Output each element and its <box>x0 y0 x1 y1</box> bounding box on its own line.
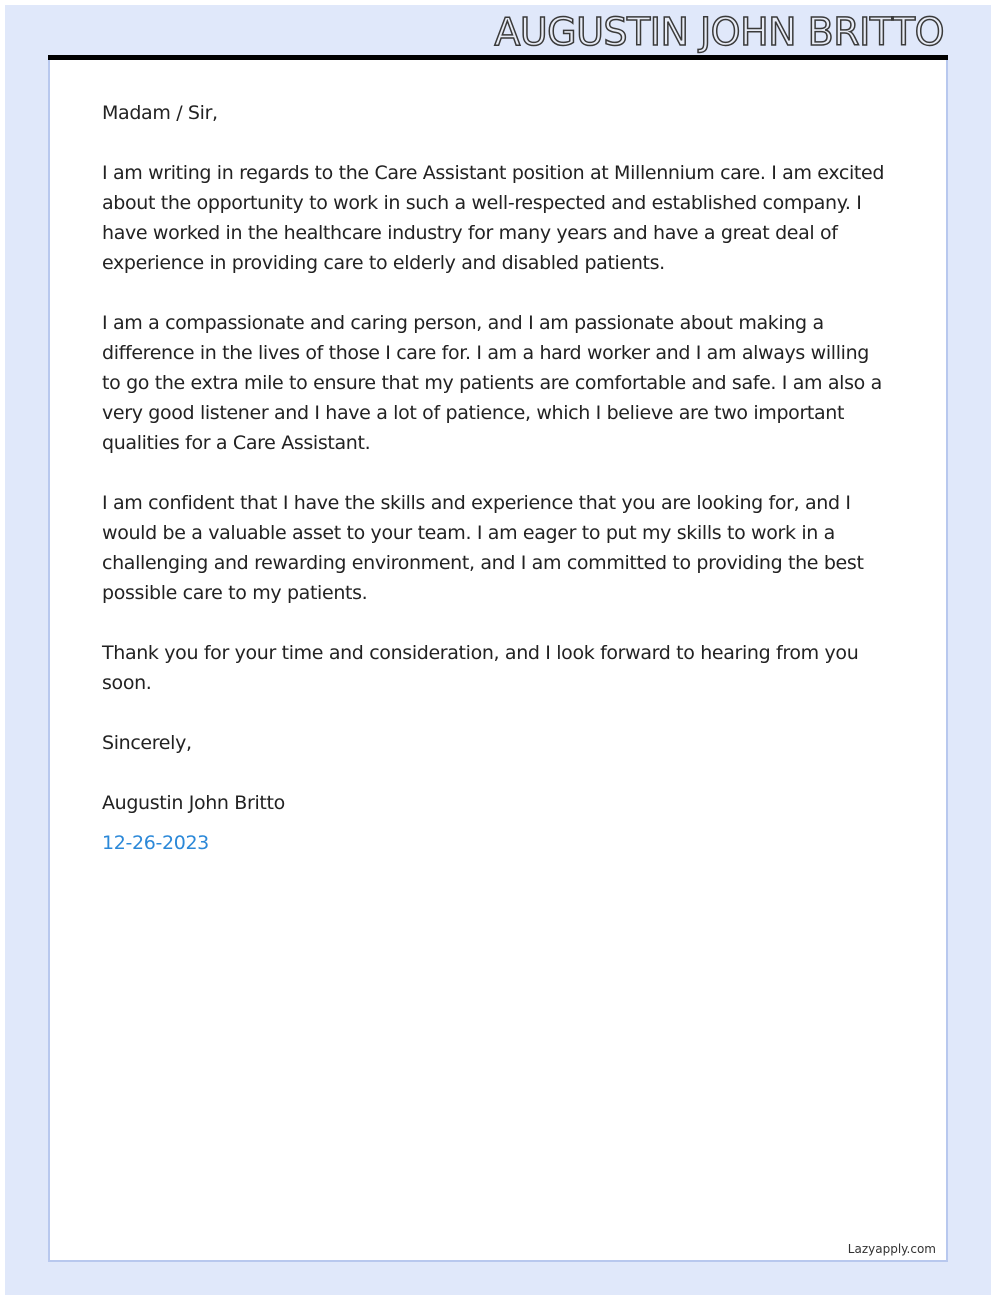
letter-date: 12-26-2023 <box>102 832 209 854</box>
paragraph-4: Thank you for your time and consideration, and I look forward to hearing from you soon. <box>102 642 859 694</box>
paragraph-2: I am a compassionate and caring person, and I am passionate about making a difference in the lives of those I care for. I am a hard worker and I am always willing to go the extra mile to ensure that my patients are comfortable and safe. I am also a very good listener and I have a lot of patience, which I believe are two important qualities for a Care Assistant. <box>102 312 882 454</box>
salutation: Madam / Sir, <box>102 102 218 124</box>
paragraph-3: I am confident that I have the skills and experience that you are looking for, and I would be a valuable asset to your team. I am eager to put my skills to work in a challenging and rewarding environment, and I am committed to providing the best possible care to my patients. <box>102 492 864 604</box>
letter-body <box>102 98 892 858</box>
paragraph-1: I am writing in regards to the Care Assistant position at Millennium care. I am excited about the opportunity to work in such a well-respected and established company. I have worked in the healthcare industry for many years and have a great deal of experience in providing care to elderly and disabled patients. <box>102 162 885 274</box>
footer-credit: Lazyapply.com <box>847 1242 936 1256</box>
letter-sheet <box>48 60 948 1262</box>
applicant-name-header: AUGUSTIN JOHN BRITTO <box>494 10 944 54</box>
signer-name: Augustin John Britto <box>102 792 285 814</box>
closing: Sincerely, <box>102 732 192 754</box>
